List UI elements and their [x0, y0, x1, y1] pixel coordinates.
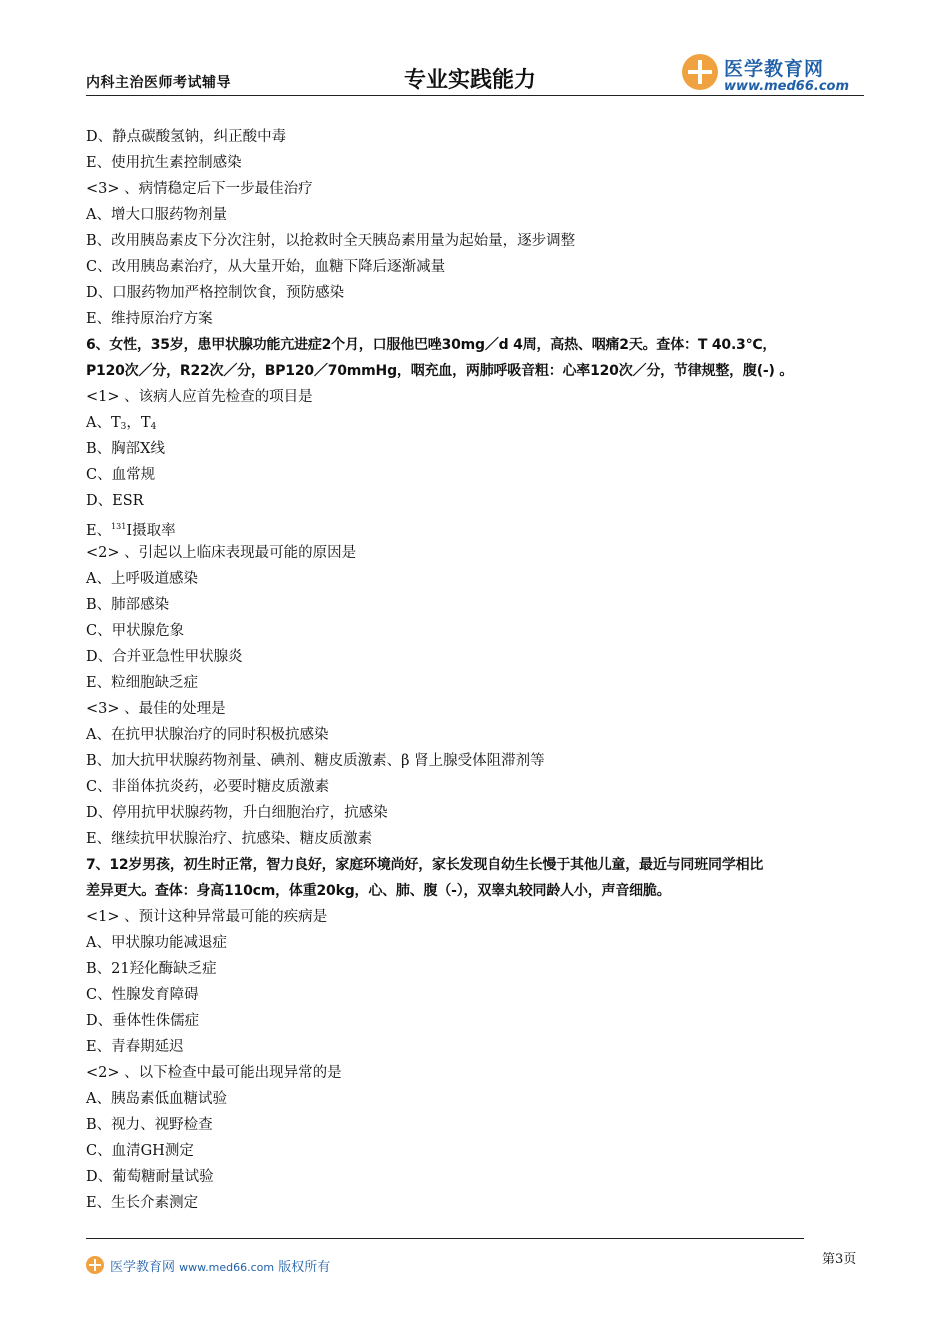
option-line: A、上呼吸道感染 [86, 571, 198, 587]
option-text: I摄取率 [126, 523, 176, 539]
option-line: C、血常规 [86, 467, 156, 483]
option-text: A、T [86, 415, 121, 431]
question-stem: P120次／分，R22次／分，BP120／70mmHg，咽充血，两肺呼吸音粗：心率120次／分，节律规整，腹(-) 。 [86, 363, 794, 379]
option-line: E、继续抗甲状腺治疗、抗感染、糖皮质激素 [86, 831, 373, 847]
med66-logo [682, 54, 864, 94]
logo-cross-icon [682, 54, 718, 90]
option-line: C、血清GH测定 [86, 1143, 194, 1159]
subscript: 4 [150, 422, 157, 432]
option-line: D、垂体性侏儒症 [86, 1013, 200, 1029]
question-stem: 7、12岁男孩，初生时正常，智力良好，家庭环境尚好，家长发现自幼生长慢于其他儿童，最近与同班同学相比 [86, 857, 764, 873]
footer-brand-name: 医学教育网 [110, 1260, 176, 1275]
option-line: D、合并亚急性甲状腺炎 [86, 649, 243, 665]
footer-divider [86, 1238, 804, 1239]
page-body [86, 124, 866, 1216]
sub-question: <1> 、该病人应首先检查的项目是 [86, 389, 313, 405]
option-line: D、口服药物加严格控制饮食，预防感染 [86, 285, 345, 301]
option-line: E、粒细胞缺乏症 [86, 675, 199, 691]
option-line: B、21羟化酶缺乏症 [86, 961, 217, 977]
option-line: E、青春期延迟 [86, 1039, 184, 1055]
option-line: A、胰岛素低血糖试验 [86, 1091, 227, 1107]
header-course-title: 内科主治医师考试辅导 [86, 75, 231, 91]
question-stem: 6、女性，35岁，患甲状腺功能亢进症2个月，口服他巴唑30mg／d 4周，高热、咽痛2天。查体：T 40.3℃， [86, 337, 777, 353]
logo-title: 医学教育网 [724, 58, 825, 80]
option-text: ，T [126, 415, 151, 431]
option-line: D、停用抗甲状腺药物，升白细胞治疗，抗感染 [86, 805, 388, 821]
option-line: C、甲状腺危象 [86, 623, 185, 639]
logo-url: www.med66.com [724, 79, 850, 94]
option-line: D、ESR [86, 493, 144, 509]
option-line: B、改用胰岛素皮下分次注射，以抢救时全天胰岛素用量为起始量，逐步调整 [86, 233, 576, 249]
option-line: A、甲状腺功能减退症 [86, 935, 227, 951]
option-line: D、葡萄糖耐量试验 [86, 1169, 214, 1185]
page-header [86, 50, 864, 96]
question-stem: 差异更大。查体：身高110cm，体重20kg，心、肺、腹（-），双睾丸较同龄人小，声音细脆。 [86, 883, 671, 899]
option-line: C、改用胰岛素治疗，从大量开始，血糖下降后逐渐减量 [86, 259, 446, 275]
option-line: D、静点碳酸氢钠，纠正酸中毒 [86, 129, 287, 145]
sub-question: <1> 、预计这种异常最可能的疾病是 [86, 909, 328, 925]
header-section-title: 专业实践能力 [404, 68, 537, 93]
subscript: 3 [120, 422, 127, 432]
footer-copyright [110, 1256, 330, 1275]
superscript: 131 [111, 522, 127, 531]
option-line: E、使用抗生素控制感染 [86, 155, 242, 171]
option-line [86, 410, 866, 436]
sub-question: <3> 、最佳的处理是 [86, 701, 226, 717]
page-number: 第3页 [822, 1252, 857, 1267]
option-line: B、胸部X线 [86, 441, 165, 457]
option-line: A、增大口服药物剂量 [86, 207, 227, 223]
option-line: B、加大抗甲状腺药物剂量、碘剂、糖皮质激素、β 肾上腺受体阻滞剂等 [86, 753, 545, 769]
sub-question: <2> 、引起以上临床表现最可能的原因是 [86, 545, 357, 561]
sub-question: <3> 、病情稳定后下一步最佳治疗 [86, 181, 313, 197]
option-line: C、性腺发育障碍 [86, 987, 199, 1003]
option-line: C、非甾体抗炎药，必要时糖皮质激素 [86, 779, 330, 795]
footer-logo-icon [86, 1256, 104, 1274]
footer-rights: 版权所有 [278, 1260, 331, 1275]
option-line: E、维持原治疗方案 [86, 311, 213, 327]
option-line [86, 514, 866, 540]
option-line: A、在抗甲状腺治疗的同时积极抗感染 [86, 727, 329, 743]
option-line: B、视力、视野检查 [86, 1117, 213, 1133]
footer-url[interactable]: www.med66.com [179, 1261, 275, 1274]
header-divider [86, 95, 864, 96]
option-line: E、生长介素测定 [86, 1195, 199, 1211]
option-line: B、肺部感染 [86, 597, 170, 613]
option-text: E、 [86, 523, 112, 539]
sub-question: <2> 、以下检查中最可能出现异常的是 [86, 1065, 342, 1081]
